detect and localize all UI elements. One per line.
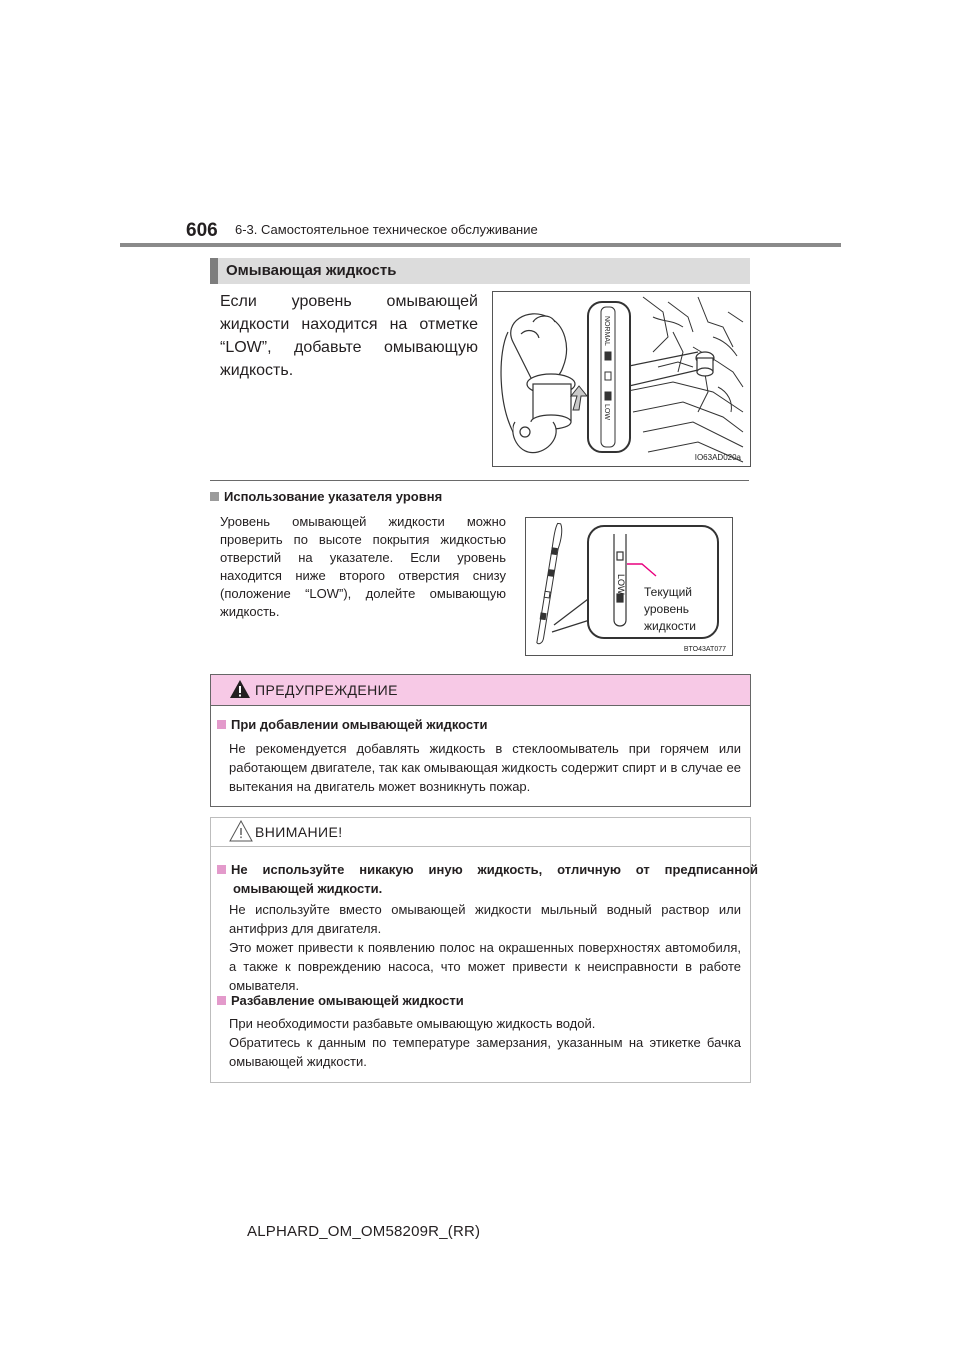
bullet-square-icon <box>217 996 226 1005</box>
notice-title: ВНИМАНИЕ! <box>255 824 343 840</box>
sub-header-bar <box>210 258 218 284</box>
warning-item-title <box>217 717 488 732</box>
fig1-label-normal: NORMAL <box>603 316 610 346</box>
notice-item-2-text1: При необходимости разбавьте омывающую жидкость водой. <box>229 1016 596 1031</box>
notice-item-1-text1: Не используйте вместо омывающей жидкости мыльный водный раствор или антифриз для двигателя. <box>229 902 741 936</box>
separator-rule <box>210 480 749 481</box>
warning-item-title-text: При добавлении омывающей жидкости <box>231 717 488 732</box>
notice-header <box>211 818 750 847</box>
warning-item-text: Не рекомендуется добавлять жидкость в стеклоомыватель при горячем или работающем двигателе, так как омывающая жидкость содержит спирт и в случае ее вытекания на двигатель может возникнуть пожар. <box>229 741 741 794</box>
fig2-label-low: LOW <box>616 574 626 595</box>
fig2-callout-line3: жидкости <box>644 619 696 633</box>
notice-item-2-title-text: Разбавление омывающей жидкости <box>231 993 464 1008</box>
washer-reservoir-illustration <box>493 292 750 466</box>
fig1-code: IO63AD020a <box>694 453 741 462</box>
footer-doc-code: ALPHARD_OM_OM58209R_(RR) <box>247 1223 481 1240</box>
bullet-square-icon <box>217 865 226 874</box>
notice-item-1-text2: Это может привести к появлению полос на окрашенных поверхностях автомобиля, а также к повреждению насоса, что может привести к неисправности в работе омывателя. <box>229 940 741 993</box>
intro-paragraph: Если уровень омывающей жидкости находится на отметке “LOW”, добавьте омывающую жидкость. <box>220 293 478 379</box>
notice-item-1-title <box>217 860 758 898</box>
fig2-code: BTO43AT077 <box>683 646 726 653</box>
fig1-label-low: LOW <box>603 404 610 420</box>
page-number: 606 <box>186 220 218 241</box>
sub-header-title: Омывающая жидкость <box>226 262 397 279</box>
subsection-title <box>210 489 442 504</box>
figure-washer-reservoir <box>492 291 751 467</box>
warning-title: ПРЕДУПРЕЖДЕНИЕ <box>255 682 398 698</box>
notice-box <box>210 817 758 1083</box>
level-indicator-paragraph: Уровень омывающей жидкости можно проверить по высоте покрытия жидкостью отверстий на указателе. Если уровень находится ниже второго отверстия снизу (положение “LOW”), долейте омывающую жидкость. <box>220 514 506 619</box>
warning-triangle-icon <box>229 679 251 699</box>
figure-level-indicator <box>525 517 733 656</box>
section-title: 6-3. Самостоятельное техническое обслуживание <box>235 222 538 237</box>
bullet-square-icon <box>217 720 226 729</box>
subsection-title-text: Использование указателя уровня <box>224 489 443 504</box>
notice-item-2-title <box>217 993 464 1008</box>
notice-item-1-title-text: Не используйте никакую иную жидкость, отличную от предписанной омывающей жидкости. <box>231 862 758 896</box>
notice-item-2-text2: Обратитесь к данным по температуре замерзания, указанным на этикетке бачка омывающей жидкости. <box>229 1035 741 1069</box>
level-indicator-illustration <box>526 518 732 655</box>
warning-header <box>211 675 750 706</box>
bullet-square-icon <box>210 492 219 501</box>
caution-triangle-icon <box>229 820 253 842</box>
sub-header <box>210 258 750 284</box>
header-rule <box>120 243 841 247</box>
fig2-callout-line2: уровень <box>644 602 690 616</box>
fig2-callout-line1: Текущий <box>644 585 692 599</box>
warning-box <box>210 674 751 807</box>
